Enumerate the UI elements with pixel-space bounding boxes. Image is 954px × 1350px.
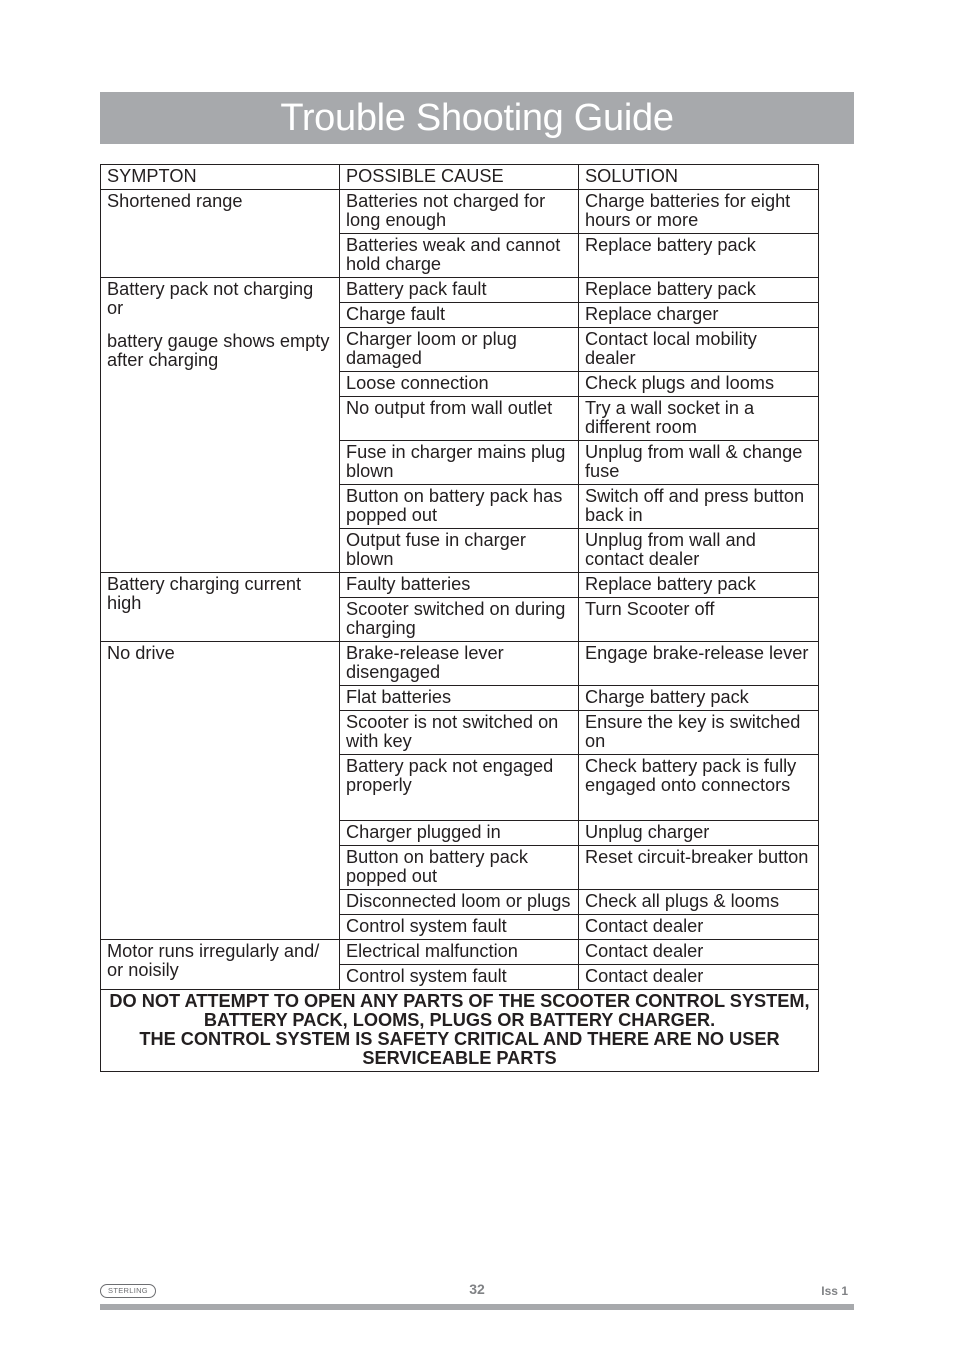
symptom-text: battery gauge shows empty after charging [107, 331, 330, 370]
cause-cell: Faulty batteries [340, 573, 579, 598]
warning-line: BATTERY PACK, LOOMS, PLUGS OR BATTERY CHARGER. [203, 1010, 716, 1030]
cause-cell: Button on battery pack popped out [340, 846, 579, 890]
safety-warning [101, 990, 819, 1072]
warning-line: SERVICEABLE PARTS [362, 1048, 557, 1068]
solution-cell: Unplug from wall & change fuse [579, 441, 819, 485]
cause-cell: Fuse in charger mains plug blown [340, 441, 579, 485]
solution-cell: Ensure the key is switched on [579, 711, 819, 755]
solution-cell: Check battery pack is fully engaged onto connectors [579, 755, 819, 821]
solution-cell: Charge battery pack [579, 686, 819, 711]
symptom-text: Battery pack not charging or [107, 279, 314, 318]
page-number: 32 [469, 1281, 485, 1297]
solution-cell: Replace battery pack [579, 573, 819, 598]
header-symptom: SYMPTON [101, 165, 340, 190]
cause-cell: Control system fault [340, 965, 579, 990]
solution-cell: Contact dealer [579, 965, 819, 990]
solution-cell: Switch off and press button back in [579, 485, 819, 529]
table-row [101, 573, 819, 598]
symptom-text: No drive [107, 643, 175, 663]
warning-line: DO NOT ATTEMPT TO OPEN ANY PARTS OF THE SCOOTER CONTROL SYSTEM, [109, 991, 810, 1011]
solution-cell: Charge batteries for eight hours or more [579, 190, 819, 234]
solution-cell: Reset circuit-breaker button [579, 846, 819, 890]
table-row [101, 190, 819, 234]
table-row [101, 940, 819, 965]
cause-cell: Battery pack not engaged properly [340, 755, 579, 821]
cause-cell: No output from wall outlet [340, 397, 579, 441]
footer-rule [100, 1304, 854, 1310]
issue-label: Iss 1 [821, 1284, 848, 1298]
solution-cell: Try a wall socket in a different room [579, 397, 819, 441]
cause-cell: Scooter is not switched on with key [340, 711, 579, 755]
symptom-cell [101, 642, 340, 940]
symptom-cell [101, 573, 340, 642]
solution-cell: Contact dealer [579, 940, 819, 965]
header-solution: SOLUTION [579, 165, 819, 190]
warning-row [101, 990, 819, 1072]
cause-cell: Batteries not charged for long enough [340, 190, 579, 234]
solution-cell: Engage brake-release lever [579, 642, 819, 686]
cause-cell: Button on battery pack has popped out [340, 485, 579, 529]
symptom-text: Shortened range [107, 191, 243, 211]
cause-cell: Control system fault [340, 915, 579, 940]
table-row [101, 278, 819, 303]
cause-cell: Scooter switched on during charging [340, 598, 579, 642]
cause-cell: Charger loom or plug damaged [340, 328, 579, 372]
page-title: Trouble Shooting Guide [280, 97, 674, 139]
solution-cell: Replace battery pack [579, 234, 819, 278]
sterling-logo: STERLING [100, 1284, 156, 1298]
solution-cell: Turn Scooter off [579, 598, 819, 642]
title-bar [100, 92, 854, 144]
cause-cell: Electrical malfunction [340, 940, 579, 965]
symptom-cell [101, 278, 340, 573]
solution-cell: Unplug charger [579, 821, 819, 846]
solution-cell: Contact local mobility dealer [579, 328, 819, 372]
solution-cell: Check plugs and looms [579, 372, 819, 397]
solution-cell: Unplug from wall and contact dealer [579, 529, 819, 573]
troubleshooting-table [100, 164, 819, 1072]
cause-cell: Batteries weak and cannot hold charge [340, 234, 579, 278]
header-row [101, 165, 819, 190]
solution-cell: Contact dealer [579, 915, 819, 940]
cause-cell: Disconnected loom or plugs [340, 890, 579, 915]
solution-cell: Replace battery pack [579, 278, 819, 303]
solution-cell: Replace charger [579, 303, 819, 328]
warning-line: THE CONTROL SYSTEM IS SAFETY CRITICAL AND THERE ARE NO USER [139, 1029, 780, 1049]
cause-cell: Brake-release lever disengaged [340, 642, 579, 686]
cause-cell: Flat batteries [340, 686, 579, 711]
symptom-text: Battery charging current high [107, 574, 302, 613]
symptom-cell [101, 940, 340, 990]
cause-cell: Loose connection [340, 372, 579, 397]
header-possible-cause: POSSIBLE CAUSE [340, 165, 579, 190]
cause-cell: Output fuse in charger blown [340, 529, 579, 573]
cause-cell: Charge fault [340, 303, 579, 328]
symptom-cell [101, 190, 340, 278]
solution-cell: Check all plugs & looms [579, 890, 819, 915]
table-row [101, 642, 819, 686]
cause-cell: Charger plugged in [340, 821, 579, 846]
symptom-text: Motor runs irregularly and/ or noisily [107, 941, 320, 980]
cause-cell: Battery pack fault [340, 278, 579, 303]
